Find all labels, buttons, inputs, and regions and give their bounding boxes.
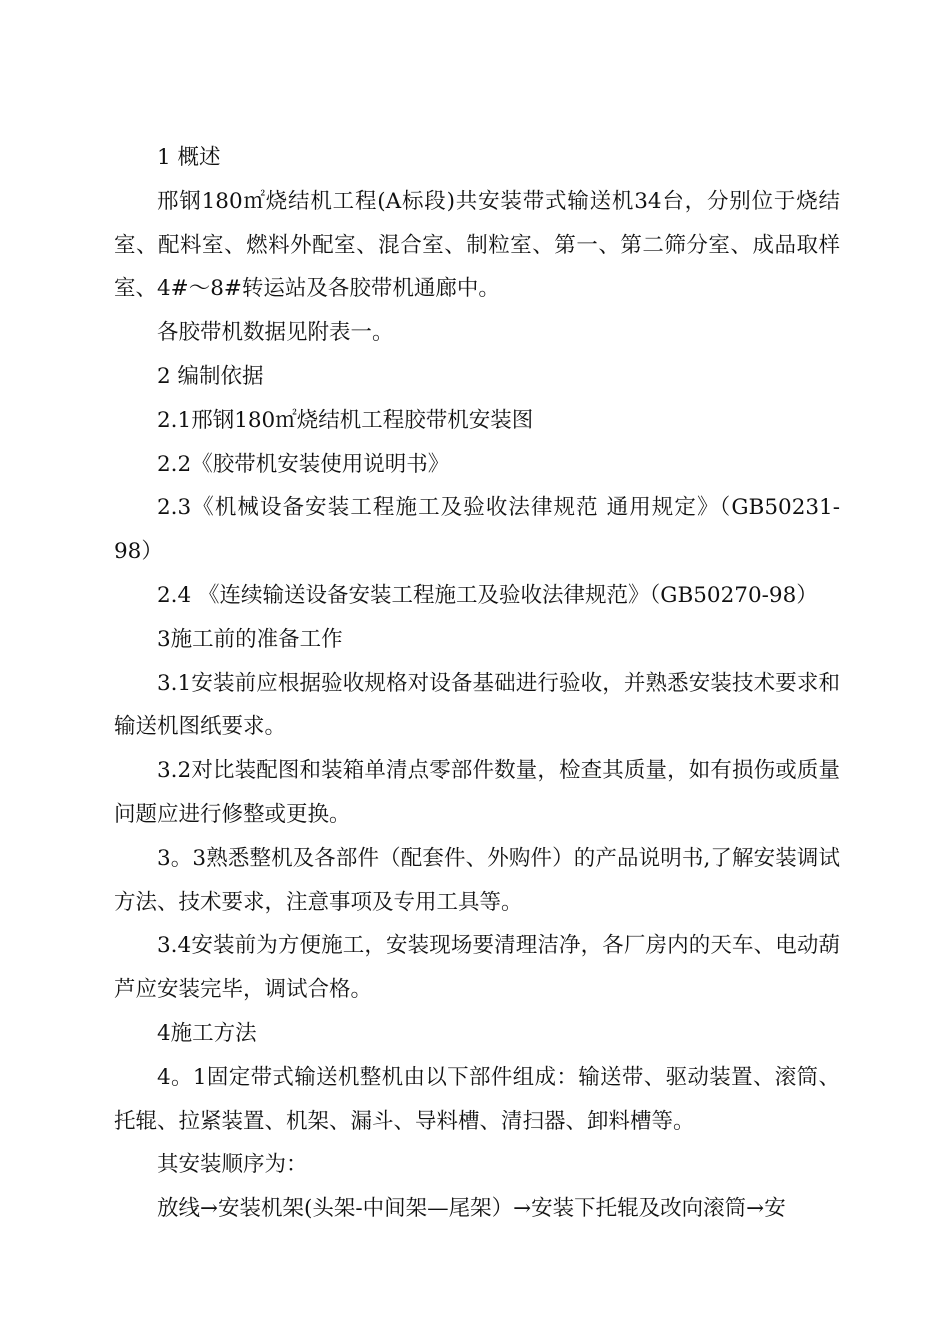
section-heading-method: 4施工方法 bbox=[157, 1020, 257, 1046]
section-heading-basis: 2 编制依据 bbox=[157, 363, 264, 389]
basis-item-2-1: 2.1邢钢180㎡烧结机工程胶带机安装图 bbox=[157, 407, 534, 433]
installation-sequence-label: 其安装顺序为： bbox=[157, 1152, 308, 1178]
section-heading-preparation: 3施工前的准备工作 bbox=[157, 626, 343, 652]
basis-item-2-2: 2.2《胶带机安装使用说明书》 bbox=[157, 451, 450, 477]
basis-item-2-3: 2.3《机械设备安装工程施工及验收法律规范 通用规定》（GB50231-98） bbox=[114, 495, 840, 565]
overview-paragraph: 邢钢180㎡烧结机工程(A标段)共安装带式输送机34台，分别位于烧结室、配料室、燃料外配室、混合室、制粒室、第一、第二筛分室、成品取样室、4#～8#转运站及各胶带机通廊中。 bbox=[114, 188, 840, 302]
method-item-4-1: 4。1固定带式输送机整机由以下部件组成：输送带、驱动装置、滚筒、托辊、拉紧装置、机架、漏斗、导料槽、清扫器、卸料槽等。 bbox=[114, 1064, 840, 1134]
section-heading-overview: 1 概述 bbox=[157, 145, 221, 170]
document-body bbox=[114, 136, 840, 1231]
basis-item-2-4: 2.4 《连续输送设备安装工程施工及验收法律规范》（GB50270-98） bbox=[157, 582, 818, 608]
overview-table-reference: 各胶带机数据见附表一。 bbox=[157, 320, 394, 346]
preparation-item-3-3: 3。3熟悉整机及各部件（配套件、外购件）的产品说明书,了解安装调试方法、技术要求，注意事项及专用工具等。 bbox=[114, 845, 840, 915]
preparation-item-3-4: 3.4安装前为方便施工，安装现场要清理洁净，各厂房内的天车、电动葫芦应安装完毕，调试合格。 bbox=[114, 933, 840, 1003]
preparation-item-3-1: 3.1安装前应根据验收规格对设备基础进行验收，并熟悉安装技术要求和输送机图纸要求。 bbox=[114, 670, 840, 740]
preparation-item-3-2: 3.2对比装配图和装箱单清点零部件数量，检查其质量，如有损伤或质量问题应进行修整或更换。 bbox=[114, 758, 840, 827]
installation-sequence-text: 放线→安装机架(头架-中间架—尾架）→安装下托辊及改向滚筒→安 bbox=[157, 1196, 786, 1222]
